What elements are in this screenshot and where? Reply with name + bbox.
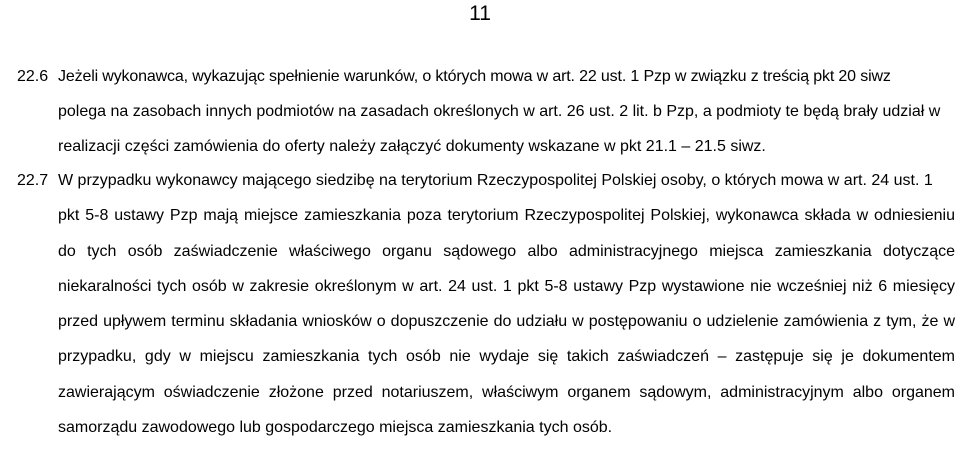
- text-line: przypadku, gdy w miejscu zamieszkania tych osób nie wydaje się takich zaświadczeń – zastępuje się je dokumentem: [58, 348, 955, 366]
- text-line: do tych osób zaświadczenie właściwego organu sądowego albo administracyjnego miejsca zamieszkania dotyczące: [58, 242, 955, 260]
- section-text: [58, 65, 958, 170]
- text-line: polega na zasobach innych podmiotów na zasadach określonych w art. 26 ust. 2 lit. b Pzp, a podmioty te będą brały udział w: [58, 103, 941, 120]
- text-line: realizacji części zamówienia do oferty należy załączyć dokumenty wskazane w pkt 21.1 – 21.5 siwz.: [58, 138, 766, 155]
- text-line: przed upływem terminu składania wniosków o dopuszczenie do udziału w postępowaniu o udzielenie zamówienia z tym, że w: [58, 313, 955, 331]
- text-line: niekaralności tych osób w zakresie określonym w art. 24 ust. 1 pkt 5-8 ustawy Pzp wystawione nie wcześniej niż 6 miesięcy: [58, 277, 955, 295]
- section-number: 22.7: [17, 172, 49, 189]
- text-line: pkt 5-8 ustawy Pzp mają miejsce zamieszkania poza terytorium Rzeczypospolitej Polskiej, wykonawca składa w odniesieniu: [58, 207, 955, 225]
- page-number: 11: [469, 2, 491, 25]
- text-line: W przypadku wykonawcy mającego siedzibę na terytorium Rzeczypospolitej Polskiej osoby, o których mowa w art. 24 ust. 1: [58, 172, 933, 189]
- text-line: samorządu zawodowego lub gospodarczego miejsca zamieszkania tych osób.: [58, 419, 613, 437]
- section-number: 22.6: [17, 68, 49, 85]
- text-line: Jeżeli wykonawca, wykazując spełnienie warunków, o których mowa w art. 22 ust. 1 Pzp w związku z treścią pkt 20 siwz: [58, 68, 891, 85]
- section-text: [58, 170, 958, 452]
- text-line: zawierającym oświadczenie złożone przed notariuszem, właściwym organem sądowym, administracyjnym albo organem: [58, 383, 955, 401]
